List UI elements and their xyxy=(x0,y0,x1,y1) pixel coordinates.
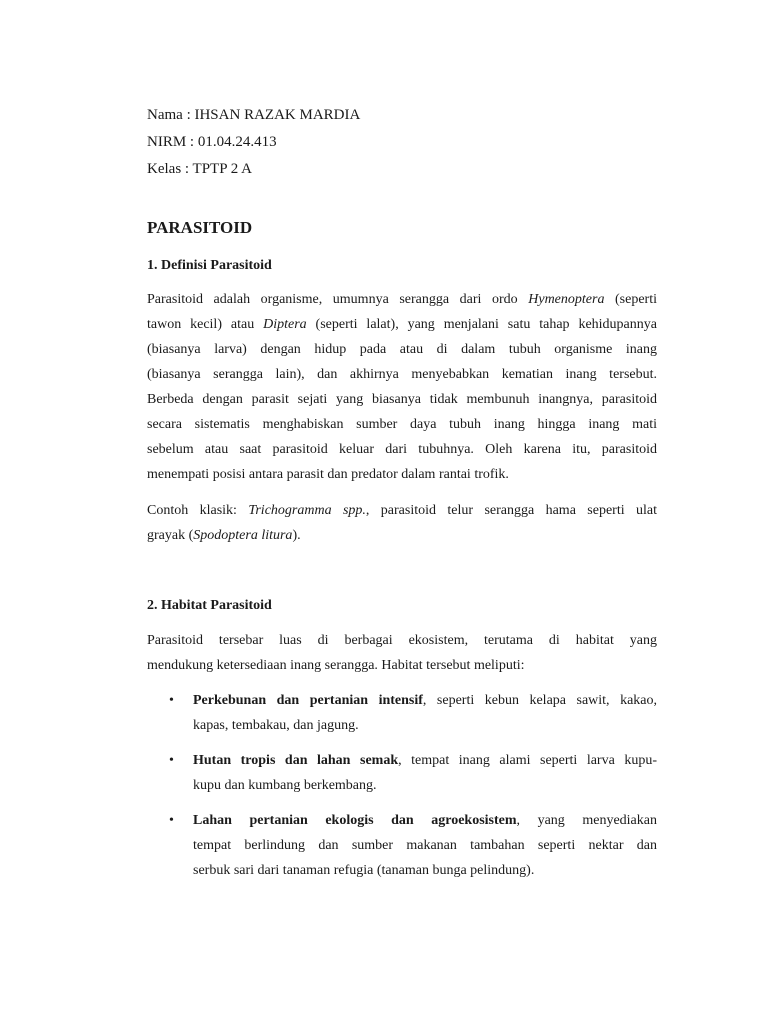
text-line: Parasitoid tersebar luas di berbagai ekosistem, terutama di habitat yang xyxy=(147,633,657,648)
document-title: PARASITOID xyxy=(147,218,253,237)
bullet-icon: • xyxy=(169,753,174,768)
text-line: (biasanya larva) dengan hidup pada atau di dalam tubuh organisme inang xyxy=(147,342,657,357)
text-line: Contoh klasik: Trichogramma spp., parasitoid telur serangga hama seperti ulat xyxy=(147,503,657,518)
text-line: secara sistematis menghabiskan sumber daya tubuh inang hingga inang mati xyxy=(147,417,657,432)
text-line: serbuk sari dari tanaman refugia (tanaman bunga pelindung). xyxy=(193,863,535,878)
list-item xyxy=(147,748,657,798)
taxon-spodoptera: Spodoptera litura xyxy=(193,528,293,543)
habitat-intro-paragraph xyxy=(147,628,657,678)
example-paragraph xyxy=(147,498,657,548)
taxon-hymenoptera: Hymenoptera xyxy=(528,292,605,307)
habitat-list xyxy=(147,688,657,893)
student-nirm: NIRM : 01.04.24.413 xyxy=(147,134,277,150)
text-line: (biasanya serangga lain), dan akhirnya menyebabkan kematian inang tersebut. xyxy=(147,367,657,382)
student-info xyxy=(147,102,360,183)
text-line: Hutan tropis dan lahan semak, tempat inang alami seperti larva kupu- xyxy=(193,753,657,768)
text-line: mendukung ketersediaan inang serangga. Habitat tersebut meliputi: xyxy=(147,658,525,673)
section-heading-habitat: 2. Habitat Parasitoid xyxy=(147,598,272,613)
definition-paragraph xyxy=(147,287,657,487)
student-name: Nama : IHSAN RAZAK MARDIA xyxy=(147,107,361,123)
text-line: Parasitoid adalah organisme, umumnya serangga dari ordo Hymenoptera (seperti xyxy=(147,292,658,307)
text-line: kupu dan kumbang berkembang. xyxy=(193,778,377,793)
bullet-icon: • xyxy=(169,813,174,828)
text-line: Berbeda dengan parasit sejati yang biasanya tidak membunuh inangnya, parasitoid xyxy=(147,392,657,407)
section-heading-definition: 1. Definisi Parasitoid xyxy=(147,258,272,273)
text-line: menempati posisi antara parasit dan predator dalam rantai trofik. xyxy=(147,467,509,482)
text-line: Perkebunan dan pertanian intensif, seperti kebun kelapa sawit, kakao, xyxy=(193,693,657,708)
text-line: kapas, tembakau, dan jagung. xyxy=(193,718,359,733)
text-line: tawon kecil) atau Diptera (seperti lalat), yang menjalani satu tahap kehidupannya xyxy=(147,317,657,332)
text-line: Lahan pertanian ekologis dan agroekosistem, yang menyediakan xyxy=(193,813,657,828)
list-item xyxy=(147,808,657,883)
student-class: Kelas : TPTP 2 A xyxy=(147,161,253,177)
list-item xyxy=(147,688,657,738)
taxon-diptera: Diptera xyxy=(263,317,307,332)
text-line: sebelum atau saat parasitoid keluar dari tubuhnya. Oleh karena itu, parasitoid xyxy=(147,442,657,457)
text-line: grayak (Spodoptera litura). xyxy=(147,528,301,543)
taxon-trichogramma: Trichogramma spp. xyxy=(248,503,366,518)
text-line: tempat berlindung dan sumber makanan tambahan seperti nektar dan xyxy=(193,838,657,853)
bullet-icon: • xyxy=(169,693,174,708)
